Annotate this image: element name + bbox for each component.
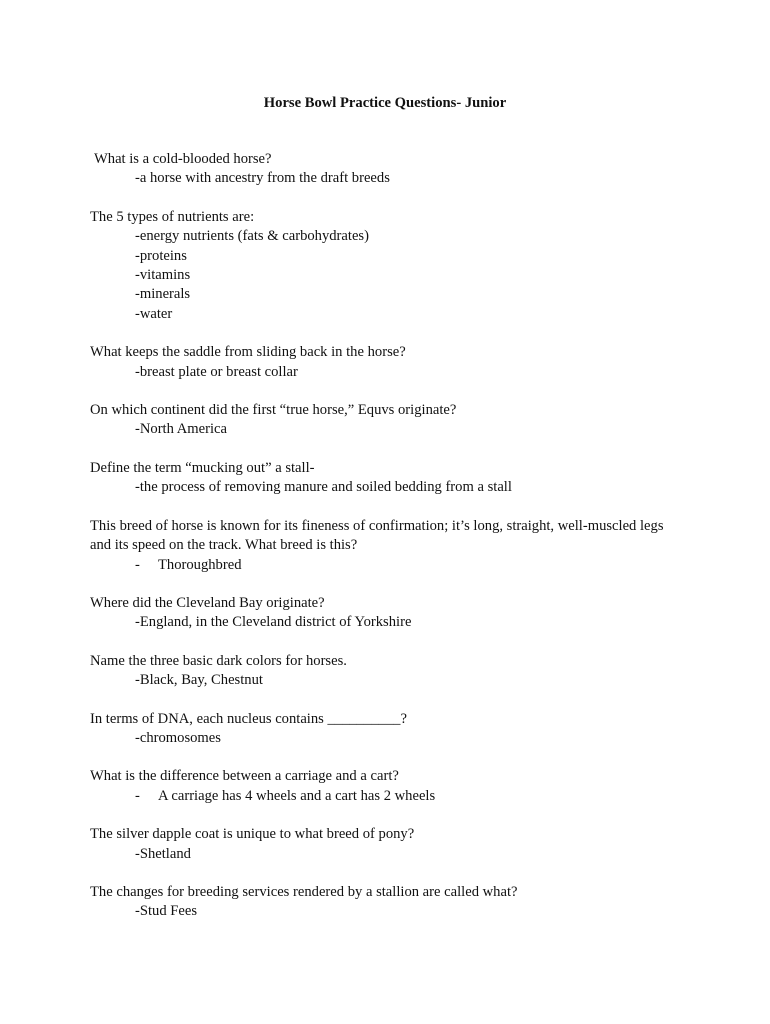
question-text: This breed of horse is known for its fineness of confirmation; it’s long, straight, well-muscled legs and its speed on the track. What breed is this? bbox=[90, 517, 664, 554]
bullet-dash: - bbox=[135, 556, 140, 573]
answer-text: -England, in the Cleveland district of Yorkshire bbox=[135, 614, 412, 631]
qa-item bbox=[90, 401, 670, 440]
question-text: Name the three basic dark colors for horses. bbox=[90, 652, 347, 669]
question-text: The silver dapple coat is unique to what breed of pony? bbox=[90, 826, 415, 843]
answer-text: -Black, Bay, Chestnut bbox=[135, 672, 263, 689]
question-text: On which continent did the first “true horse,” Equvs originate? bbox=[90, 402, 457, 419]
bullet-dash: - bbox=[135, 787, 140, 804]
answer-text: A carriage has 4 wheels and a cart has 2 wheels bbox=[158, 787, 436, 804]
qa-item bbox=[90, 150, 670, 189]
document-title: Horse Bowl Practice Questions- Junior bbox=[263, 95, 507, 111]
answer-text: -vitamins bbox=[135, 267, 191, 284]
qa-item bbox=[90, 883, 670, 922]
answer-text: Thoroughbred bbox=[158, 556, 242, 573]
qa-item bbox=[90, 517, 670, 575]
qa-item bbox=[90, 710, 670, 749]
answer-text: -Stud Fees bbox=[135, 903, 198, 920]
question-text: What is a cold-blooded horse? bbox=[94, 151, 272, 167]
question-text: Where did the Cleveland Bay originate? bbox=[90, 594, 325, 611]
qa-item bbox=[90, 652, 670, 691]
answer-text: -a horse with ancestry from the draft breeds bbox=[135, 170, 390, 187]
qa-item bbox=[90, 825, 670, 864]
qa-item bbox=[90, 594, 670, 633]
question-text: In terms of DNA, each nucleus contains __________? bbox=[90, 710, 407, 727]
qa-item bbox=[90, 343, 670, 382]
question-text: The changes for breeding services rendered by a stallion are called what? bbox=[90, 883, 518, 900]
answer-text: -water bbox=[135, 305, 173, 322]
answer-text: -energy nutrients (fats & carbohydrates) bbox=[135, 228, 369, 245]
question-text: What keeps the saddle from sliding back in the horse? bbox=[90, 344, 406, 361]
question-text: The 5 types of nutrients are: bbox=[90, 208, 255, 225]
answer-text: -North America bbox=[135, 421, 227, 438]
answer-text: -breast plate or breast collar bbox=[135, 363, 298, 380]
answer-bullet-item bbox=[90, 556, 670, 575]
qa-item bbox=[90, 767, 670, 806]
question-text: What is the difference between a carriage and a cart? bbox=[90, 768, 399, 785]
answer-text: -Shetland bbox=[135, 845, 191, 862]
answer-text: -chromosomes bbox=[135, 729, 221, 746]
qa-item bbox=[90, 208, 670, 324]
answer-bullet-item bbox=[90, 787, 670, 806]
answer-text: -the process of removing manure and soiled bedding from a stall bbox=[135, 479, 512, 496]
answer-text: -minerals bbox=[135, 286, 191, 303]
question-text: Define the term “mucking out” a stall- bbox=[90, 459, 315, 476]
answer-text: -proteins bbox=[135, 247, 187, 264]
qa-list bbox=[90, 150, 670, 941]
qa-item bbox=[90, 459, 670, 498]
